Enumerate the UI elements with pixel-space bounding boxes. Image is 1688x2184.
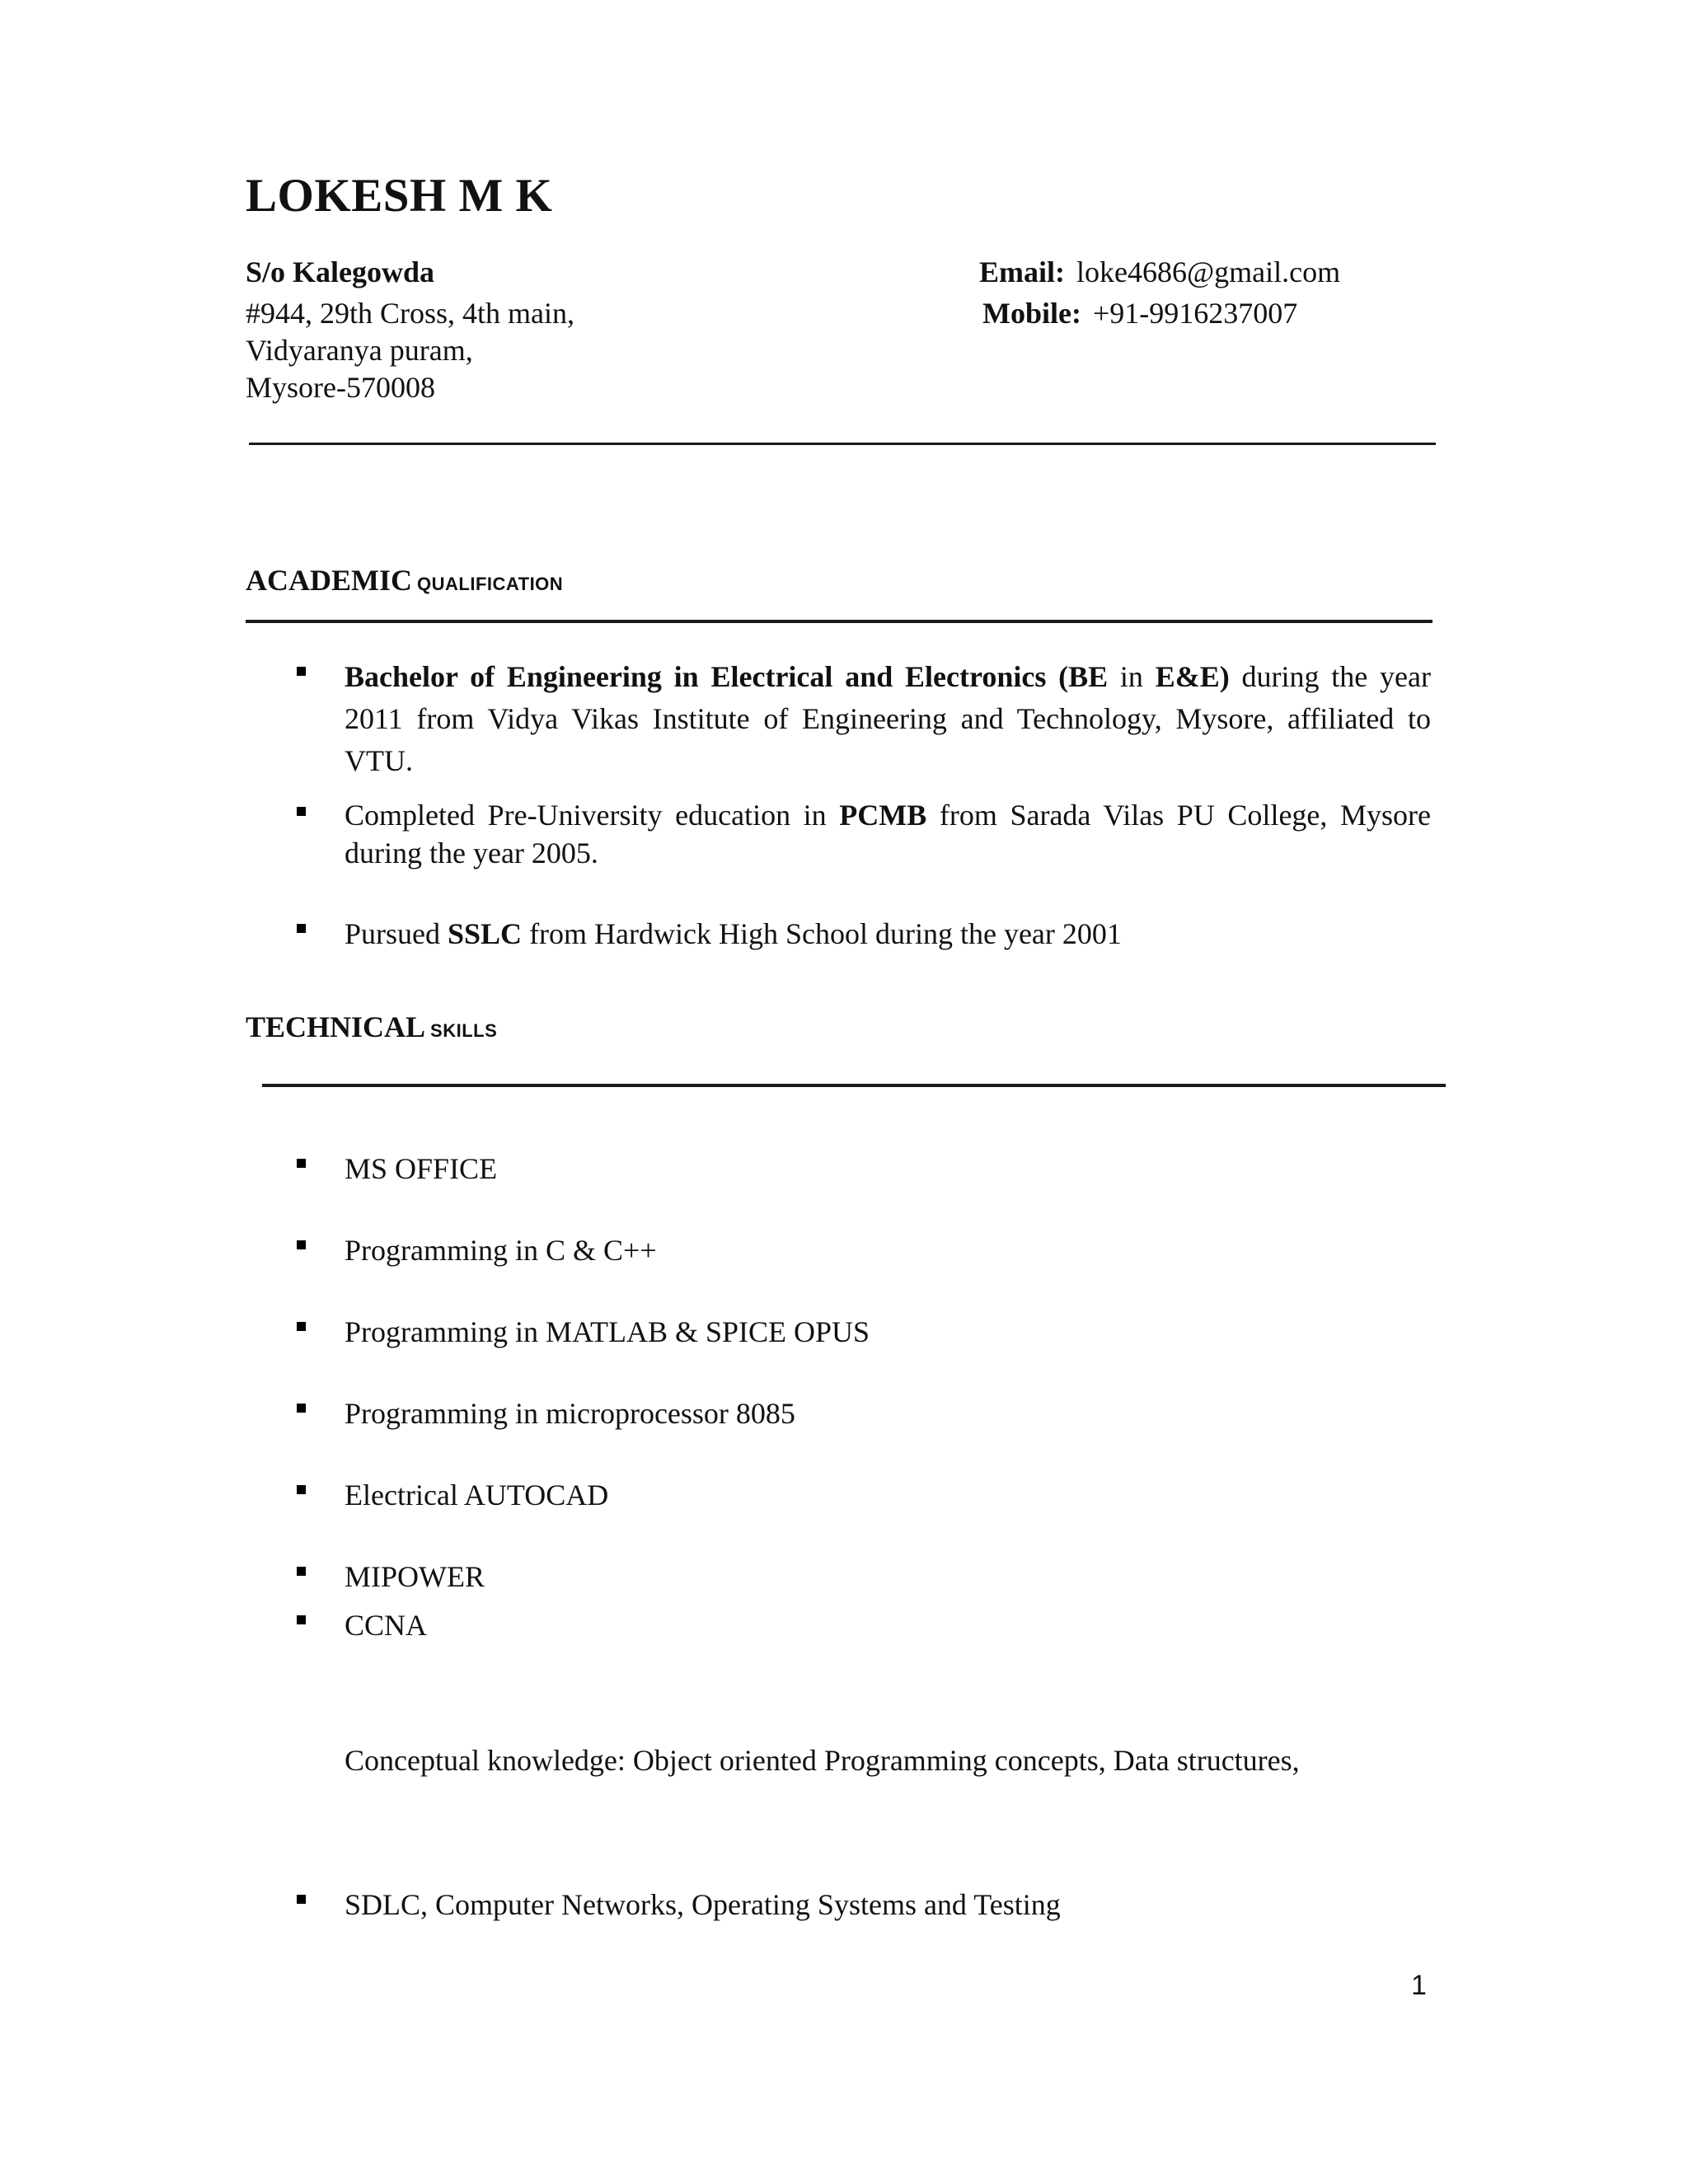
bullet-icon (297, 924, 306, 933)
academic-item (345, 656, 1431, 782)
heading-small: SKILLS (430, 1020, 498, 1041)
item-text: from Hardwick High School during the year 2001 (522, 917, 1122, 950)
bullet-icon (297, 1895, 306, 1904)
candidate-name: LOKESH M K (246, 170, 553, 222)
branch-text: E&E) (1155, 660, 1230, 693)
page-number: 1 (1411, 1970, 1427, 2001)
stream-text: PCMB (839, 799, 927, 832)
divider (262, 1084, 1446, 1087)
mobile-value: +91-9916237007 (1092, 297, 1298, 330)
email-label: Email: (979, 255, 1065, 288)
bullet-icon (297, 1485, 306, 1494)
item-text: Pursued (345, 917, 448, 950)
divider (249, 443, 1436, 445)
heading-main: ACADEMIC (246, 564, 412, 597)
bullet-icon (297, 667, 306, 676)
address-line: Mysore-570008 (246, 371, 435, 404)
bullet-icon (297, 1159, 306, 1168)
bullet-icon (297, 1322, 306, 1331)
academic-item (345, 913, 1431, 955)
conceptual-knowledge: Conceptual knowledge: Object oriented Programming concepts, Data structures, (345, 1744, 1300, 1777)
mobile-label: Mobile: (982, 297, 1081, 330)
academic-item (345, 796, 1431, 872)
section-heading-academic (246, 563, 563, 598)
skill-item: SDLC, Computer Networks, Operating Systems and Testing (345, 1888, 1061, 1921)
bullet-icon (297, 1567, 306, 1576)
skill-item: Programming in microprocessor 8085 (345, 1397, 795, 1430)
email-value[interactable]: loke4686@gmail.com (1076, 255, 1341, 288)
address-line: Vidyaranya puram, (246, 334, 473, 367)
skill-item: Programming in MATLAB & SPICE OPUS (345, 1315, 870, 1348)
exam-text: SSLC (448, 917, 523, 950)
heading-small: QUALIFICATION (417, 574, 564, 594)
email-row (979, 254, 1340, 291)
bullet-icon (297, 1615, 306, 1624)
bullet-icon (297, 1240, 306, 1249)
address-line: S/o Kalegowda (246, 255, 435, 288)
bullet-icon (297, 807, 306, 816)
item-text: from Sarada Vilas PU College, Mysore during the year 2005. (345, 799, 1431, 869)
skill-item: MIPOWER (345, 1560, 485, 1593)
degree-text: Bachelor of Engineering in Electrical and Electronics (BE (345, 660, 1109, 693)
skill-item: Programming in C & C++ (345, 1234, 657, 1267)
item-text: Completed Pre-University education in (345, 799, 840, 832)
skill-item: MS OFFICE (345, 1152, 498, 1185)
address-line: #944, 29th Cross, 4th main, (246, 297, 575, 330)
mobile-row (982, 295, 1297, 332)
item-text: in (1108, 660, 1156, 693)
skill-item: CCNA (345, 1609, 428, 1642)
item-text: during the year 2011 from Vidya Vikas Institute of Engineering and Technology, Mysore, affiliated to VTU. (345, 660, 1431, 777)
bullet-icon (297, 1404, 306, 1413)
section-heading-technical (246, 1010, 497, 1044)
heading-main: TECHNICAL (246, 1010, 426, 1043)
skill-item: Electrical AUTOCAD (345, 1479, 609, 1511)
divider (246, 620, 1432, 623)
